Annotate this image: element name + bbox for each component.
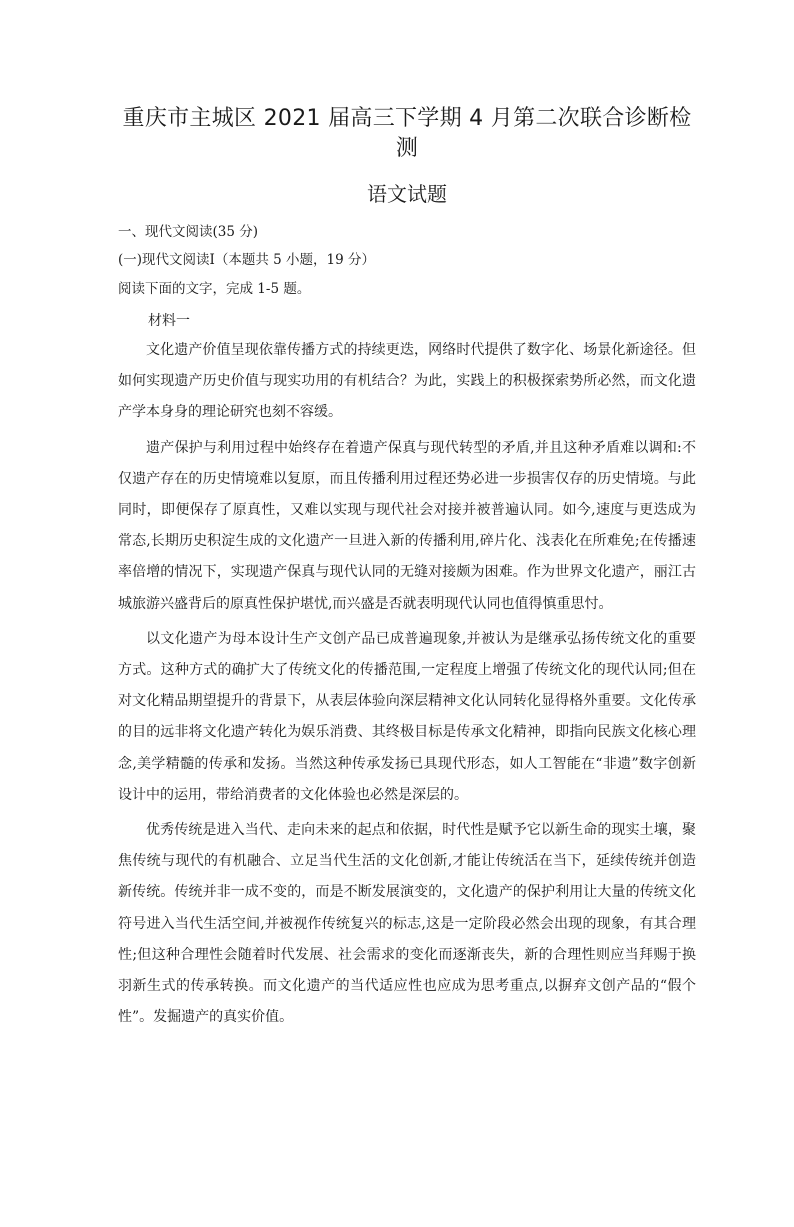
subsection-heading: (一)现代文阅读Ⅰ（本题共 5 小题，19 分） xyxy=(118,252,376,268)
paragraph-1: 文化遗产价值呈现依靠传播方式的持续更迭，网络时代提供了数字化、场景化新途径。但如何实现遗产历史价值与现实功用的有机结合？为此，实践上的积极探索势所必然，而文化遗产学本身身的理论研究也刻不容缓。 xyxy=(118,342,696,421)
paragraph-3: 以文化遗产为母本设计生产文创产品已成普遍现象,并被认为是继承弘扬传统文化的重要方式。这种方式的确扩大了传统文化的传播范围,一定程度上增强了传统文化的现代认同;但在对文化精品期望提升的背景下，从表层体验向深层精神文化认同转化显得格外重要。文化传承的目的远非将文化遗产转化为娱乐消费、其终极目标是传承文化精神，即指向民族文化核心理念,美学精髓的传承和发扬。当然这种传承发扬已具现代形态，如人工智能在“非遗”数字创新设计中的运用，带给消费者的文化体验也必然是深层的。 xyxy=(118,630,696,803)
material-label: 材料一 xyxy=(148,313,190,329)
paragraph-4: 优秀传统是进入当代、走向未来的起点和依据，时代性是赋予它以新生命的现实土壤，聚焦传统与现代的有机融合、立足当代生活的文化创新,才能让传统活在当下，延续传统并创造新传统。传统并非一成不变的，而是不断发展演变的，文化遗产的保护利用让大量的传统文化符号进入当代生活空间,并被视作传统复兴的标志,这是一定阶段必然会出现的现象，有其合理性;但这种合理性会随着时代发展、社会需求的变化而逐渐丧失，新的合理性则应当拜赐于换羽新生式的传承转换。而文化遗产的当代适应性也应成为思考重点,以摒弃文创产品的“假个性”。发掘遗产的真实价值。 xyxy=(118,822,696,1026)
instruction-text: 阅读下面的文字，完成 1-5 题。 xyxy=(118,281,311,297)
document-page xyxy=(0,104,794,1227)
section-heading: 一、现代文阅读(35 分) xyxy=(118,224,259,240)
page-subtitle: 语文试题 xyxy=(367,182,447,206)
page-title: 重庆市主城区 2021 届高三下学期 4 月第二次联合诊断检测 xyxy=(122,106,692,161)
paragraph-2: 遗产保护与利用过程中始终存在着遗产保真与现代转型的矛盾,并且这种矛盾难以调和:不仅遗产存在的历史情境难以复原，而且传播利用过程还势必进一步损害仅存的历史情境。与此同时，即便保存了原真性，又难以实现与现代社会对接并被普遍认同。如今,速度与更迭成为常态,长期历史积淀生成的文化遗产一旦进入新的传播利用,碎片化、浅表化在所难免;在传播速率倍增的情况下，实现遗产保真与现代认同的无缝对接颇为困难。作为世界文化遗产，丽江古城旅游兴盛背后的原真性保护堪忧,而兴盛是否就表明现代认同也值得慎重思忖。 xyxy=(118,439,696,612)
